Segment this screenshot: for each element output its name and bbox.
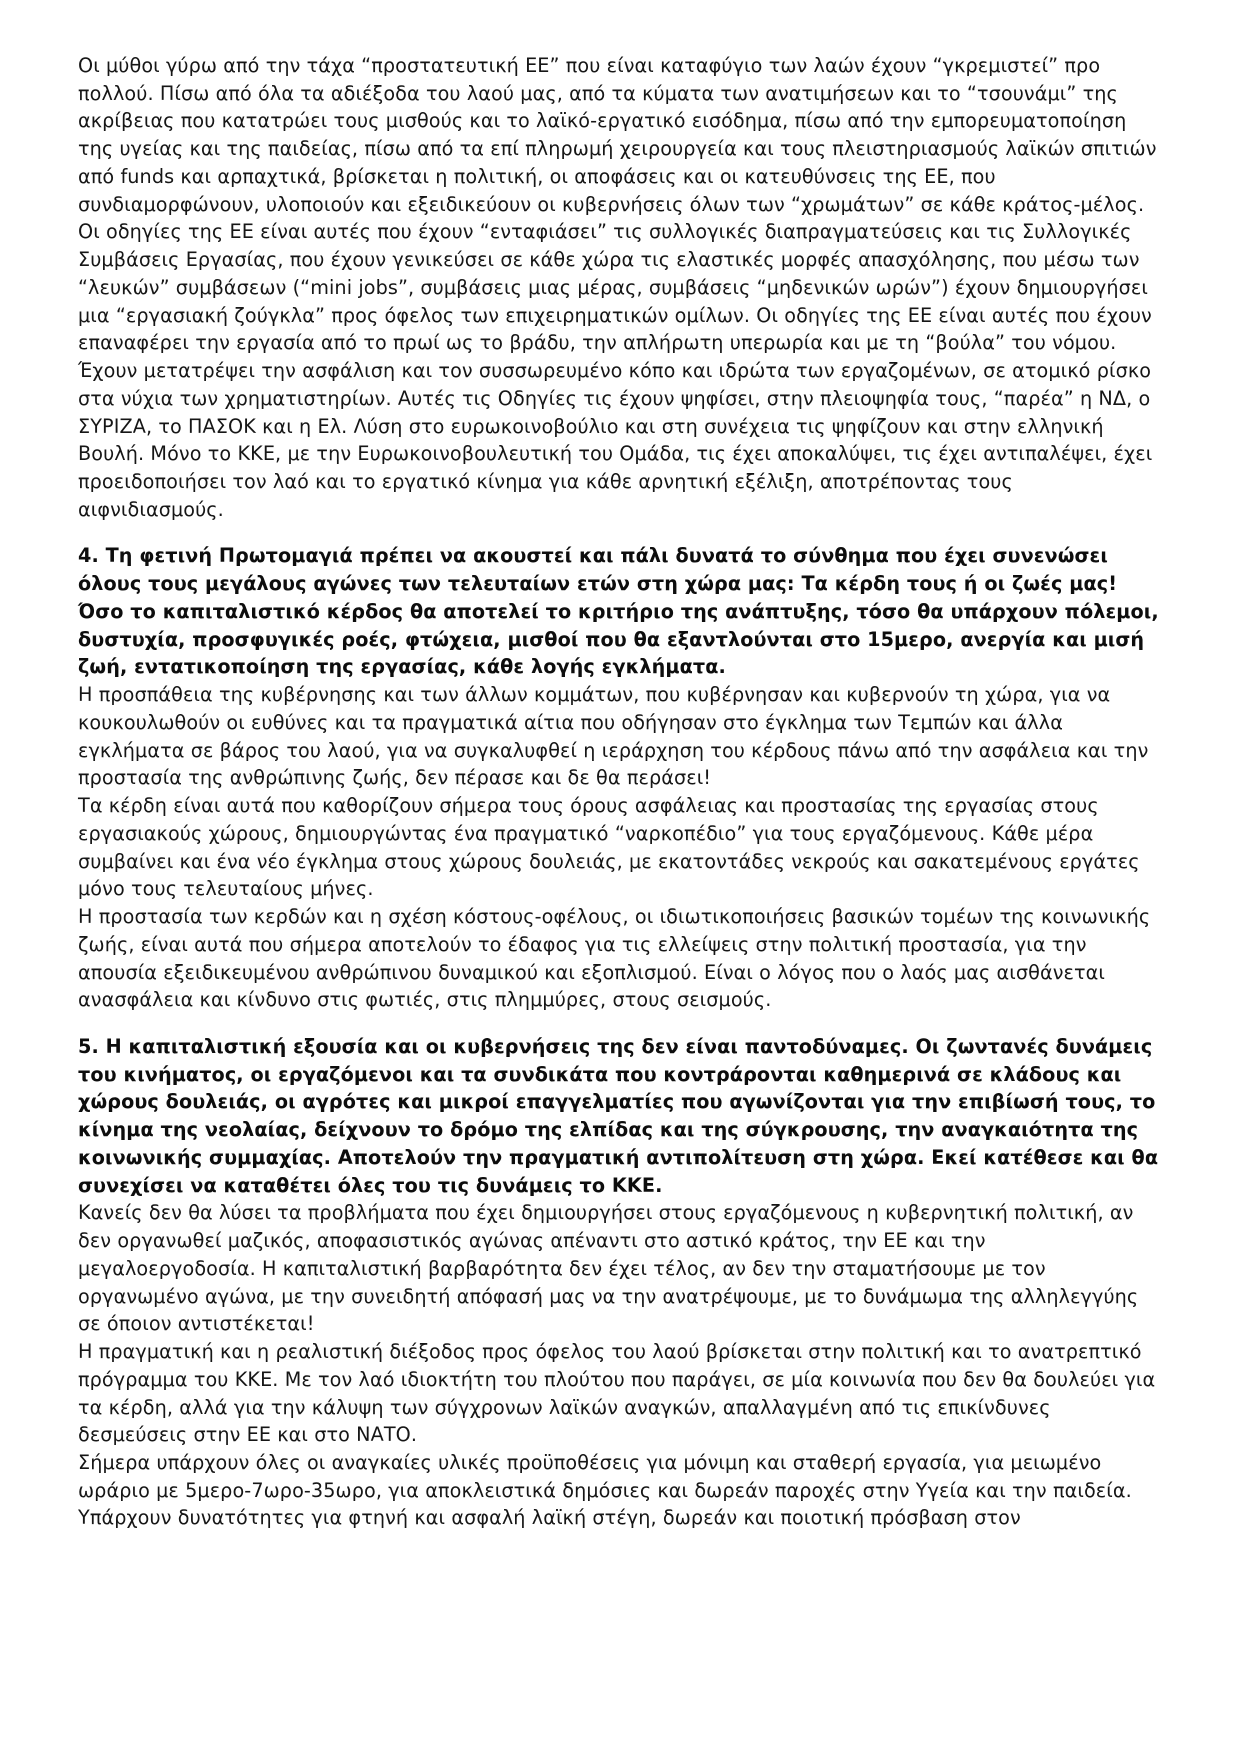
paragraph-real-way-out: Η πραγματική και η ρεαλιστική διέξοδος προς όφελος του λαού βρίσκεται στην πολιτική και το ανατρεπτικό πρόγραμμα του ΚΚΕ. Με τον λαό ιδιοκτήτη του πλούτου που παράγει, σε μία κοινωνία που δεν θα δουλεύει για τα κέρδη, αλλά για την κάλυψη των σύγχρονων λαϊκών αναγκών, απαλλαγμένη από τις επικίνδυνες δεσμεύσεις στην ΕΕ και στο ΝΑΤΟ.	[78, 1340, 1156, 1447]
paragraph-nobody-will-solve: Κανείς δεν θα λύσει τα προβλήματα που έχει δημιουργήσει στους εργαζόμενους η κυβερνητική πολιτική, αν δεν οργανωθεί μαζικός, αποφασιστικός αγώνας απέναντι στο αστικό κράτος, την ΕΕ και την μεγαλοεργοδοσία. Η καπιταλιστική βαρβαρότητα δεν έχει τέλος, αν δεν την σταματήσουμε με τον οργανωμένο αγώνα, με την συνειδητή απόφασή μας να την ανατρέψουμε, με το δυνάμωμα της αλληλεγγύης σε όποιον αντιστέκεται!	[78, 1201, 1139, 1336]
paragraph-spacer	[78, 1014, 1162, 1033]
paragraph-eu-myths: Οι μύθοι γύρω από την τάχα “προστατευτική ΕΕ” που είναι καταφύγιο των λαών έχουν “γκρεμιστεί” προ πολλού. Πίσω από όλα τα αδιέξοδα του λαού μας, από τα κύματα των ανατιμήσεων και το “τσουνάμι” της ακρίβειας που κατατρώει τους μισθούς και το λαϊκό-εργατικό εισόδημα, πίσω από την εμπορευματοποίηση της υγείας και της παιδείας, πίσω από τα επί πληρωμή χειρουργεία και τους πλειστηριασμούς λαϊκών σπιτιών από funds και αρπαχτικά, βρίσκεται η πολιτική, οι αποφάσεις και οι κατευθύνσεις της ΕΕ, που συνδιαμορφώνουν, υλοποιούν και εξειδικεύουν οι κυβερνήσεις όλων των “χρωμάτων” σε κάθε κράτος-μέλος.	[78, 54, 1157, 216]
paragraph-item-5-heading: 5. Η καπιταλιστική εξουσία και οι κυβερνήσεις της δεν είναι παντοδύναμες. Οι ζωντανές δυνάμεις του κινήματος, οι εργαζόμενοι και τα συνδικάτα που κοντράρονται καθημερινά σε κλάδους και χώρους δουλειάς, οι αγρότες και μικροί επαγγελματίες που αγωνίζονται για την επιβίωσή τους, το κίνημα της νεολαίας, δείχνουν το δρόμο της ελπίδας και της σύγκρουσης, την αναγκαιότητα της κοινωνικής συμμαχίας. Αποτελούν την πραγματική αντιπολίτευση στη χώρα. Εκεί κατέθεσε και θα συνεχίσει να καταθέτει όλες του τις δυνάμεις το ΚΚΕ.	[78, 1034, 1159, 1197]
paragraph-item-4-heading: 4. Τη φετινή Πρωτομαγιά πρέπει να ακουστεί και πάλι δυνατά το σύνθημα που έχει συνενώσει όλους τους μεγάλους αγώνες των τελευταίων ετών στη χώρα μας: Τα κέρδη τους ή οι ζωές μας! Όσο το καπιταλιστικό κέρδος θα αποτελεί το κριτήριο της ανάπτυξης, τόσο θα υπάρχουν πόλεμοι, δυστυχία, προσφυγικές ροές, φτώχεια, μισθοί που θα εξαντλούνται στο 15μερο, ανεργία και μισή ζωή, εντατικοποίηση της εργασίας, κάθε λογής εγκλήματα.	[78, 544, 1159, 679]
paragraph-profit-protection: Η προστασία των κερδών και η σχέση κόστους-οφέλους, οι ιδιωτικοποιήσεις βασικών τομέων της κοινωνικής ζωής, είναι αυτά που σήμερα αποτελούν το έδαφος για τις ελλείψεις στην πολιτική προστασία, για την απουσία εξειδικευμένου ανθρώπινου δυναμικού και εξοπλισμού. Είναι ο λόγος που ο λαός μας αισθάνεται ανασφάλεια και κίνδυνο στις φωτιές, στις πλημμύρες, στους σεισμούς.	[78, 905, 1151, 1012]
paragraph-profits-define: Τα κέρδη είναι αυτά που καθορίζουν σήμερα τους όρους ασφάλειας και προστασίας της εργασίας στους εργασιακούς χώρους, δημιουργώντας ένα πραγματικό “ναρκοπέδιο” για τους εργαζόμενους. Κάθε μέρα συμβαίνει και ένα νέο έγκλημα στους χώρους δουλειάς, με εκατοντάδες νεκρούς και σακατεμένους εργάτες μόνο τους τελευταίους μήνες.	[78, 794, 1140, 901]
paragraph-today-conditions: Σήμερα υπάρχουν όλες οι αναγκαίες υλικές προϋποθέσεις για μόνιμη και σταθερή εργασία, για μειωμένο ωράριο με 5μερο-7ωρο-35ωρο, για αποκλειστικά δημόσιες και δωρεάν παροχές στην Υγεία και την παιδεία. Υπάρχουν δυνατότητες για φτηνή και ασφαλή λαϊκή στέγη, δωρεάν και ποιοτική πρόσβαση στον	[78, 1450, 1132, 1530]
paragraph-spacer	[78, 523, 1162, 542]
paragraph-government-effort: Η προσπάθεια της κυβέρνησης και των άλλων κομμάτων, που κυβέρνησαν και κυβερνούν τη χώρα, για να κουκουλωθούν οι ευθύνες και τα πραγματικά αίτια που οδήγησαν στο έγκλημα των Τεμπών και άλλα εγκλήματα σε βάρος του λαού, για να συγκαλυφθεί η ιεράρχηση του κέρδους πάνω από την ασφάλεια και την προστασία της ανθρώπινης ζωής, δεν πέρασε και δε θα περάσει!	[78, 683, 1149, 790]
paragraph-eu-directives: Οι οδηγίες της ΕΕ είναι αυτές που έχουν “ενταφιάσει” τις συλλογικές διαπραγματεύσεις και τις Συλλογικές Συμβάσεις Εργασίας, που έχουν γενικεύσει σε κάθε χώρα τις ελαστικές μορφές απασχόλησης, που μέσω των “λευκών” συμβάσεων (“mini jobs”, συμβάσεις μιας μέρας, συμβάσεις “μηδενικών ωρών”) έχουν δημιουργήσει μια “εργασιακή ζούγκλα” προς όφελος των επιχειρηματικών ομίλων. Οι οδηγίες της ΕΕ είναι αυτές που έχουν επαναφέρει την εργασία από το πρωί ως το βράδυ, την απλήρωτη υπερωρία και με τη “βούλα” του νόμου. Έχουν μετατρέψει την ασφάλιση και τον συσσωρευμένο κόπο και ιδρώτα των εργαζομένων, σε ατομικό ρίσκο στα νύχια των χρηματιστηρίων. Αυτές τις Οδηγίες τις έχουν ψηφίσει, στην πλειοψηφία τους, “παρέα” η ΝΔ, ο ΣΥΡΙΖΑ, το ΠΑΣΟΚ και η Ελ. Λύση στο ευρωκοινοβούλιο και στη συνέχεια τις ψηφίζουν και στην ελληνική Βουλή. Μόνο το ΚΚΕ, με την Ευρωκοινοβουλευτική του Ομάδα, τις έχει αποκαλύψει, τις έχει αντιπαλέψει, έχει προειδοποιήσει τον λαό και το εργατικό κίνημα για κάθε αρνητική εξέλιξη, αποτρέποντας τους αιφνιδιασμούς.	[78, 220, 1153, 521]
document-body	[78, 52, 1162, 1532]
